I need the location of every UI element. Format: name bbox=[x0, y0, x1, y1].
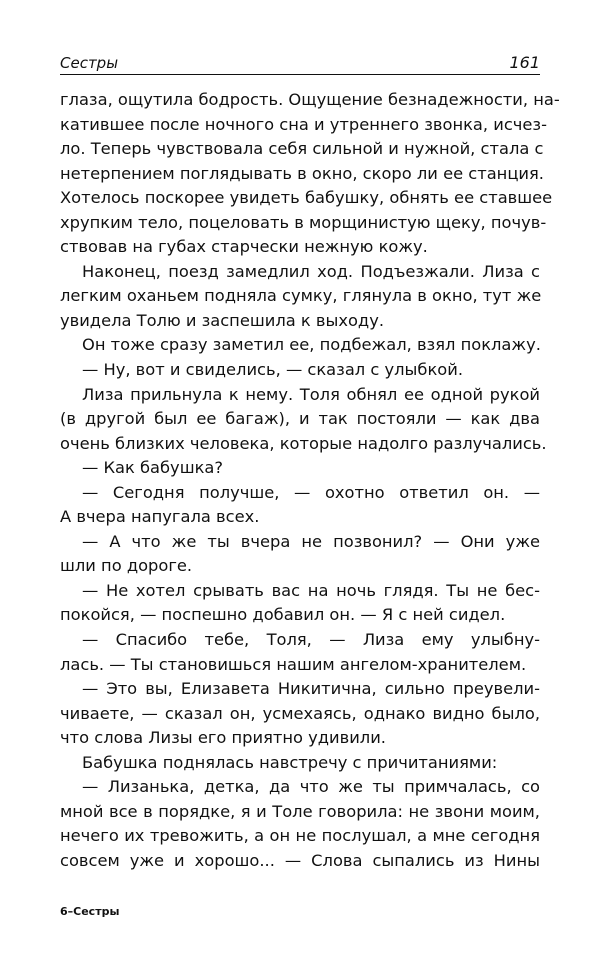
text-line: А вчера напугала всех. bbox=[60, 507, 260, 527]
text-line: Бабушка поднялась навстречу с причитаниями: bbox=[82, 752, 498, 772]
text-line: — Не хотел срывать вас на ночь глядя. Ты не бес- bbox=[82, 580, 540, 600]
text-line: — А что же ты вчера не позвонил? — Они уже bbox=[82, 531, 540, 551]
text-line: совсем уже и хорошо... — Слова сыпались из Нины bbox=[60, 850, 540, 870]
printer-signature: 6–Сестры bbox=[60, 905, 120, 918]
running-header bbox=[60, 52, 540, 75]
text-line: (в другой был ее багаж), и так постояли — как два bbox=[60, 409, 540, 429]
text-line: легким оханьем подняла сумку, глянула в окно, тут же bbox=[60, 286, 542, 306]
body-text bbox=[60, 88, 560, 874]
text-line: чиваете, — сказал он, усмехаясь, однако видно было, bbox=[60, 703, 540, 723]
page-number: 161 bbox=[509, 53, 540, 72]
text-line: покойся, — поспешно добавил он. — Я с ней сидел. bbox=[60, 605, 506, 625]
text-line: нечего их тревожить, а он не послушал, а мне сегодня bbox=[60, 826, 540, 846]
text-line: катившее после ночного сна и утреннего звонка, исчез- bbox=[60, 114, 547, 134]
text-line: нетерпением поглядывать в окно, скоро ли ее станция. bbox=[60, 163, 544, 183]
text-line: — Спасибо тебе, Толя, — Лиза ему улыбну- bbox=[82, 630, 540, 650]
text-line: — Как бабушка? bbox=[82, 458, 224, 478]
text-line: хрупким тело, поцеловать в морщинистую щеку, почув- bbox=[60, 212, 547, 232]
text-line: ствовав на губах старчески нежную кожу. bbox=[60, 237, 428, 257]
text-line: Лиза прильнула к нему. Толя обнял ее одной рукой bbox=[82, 384, 540, 404]
text-line: Хотелось поскорее увидеть бабушку, обнять ее ставшее bbox=[60, 188, 553, 208]
text-line: Наконец, поезд замедлил ход. Подъезжали. Лиза с bbox=[82, 261, 540, 281]
text-line: увидела Толю и заспешила к выходу. bbox=[60, 310, 385, 330]
text-line: глаза, ощутила бодрость. Ощущение безнадежности, на- bbox=[60, 90, 560, 109]
text-line: Он тоже сразу заметил ее, подбежал, взял поклажу. bbox=[82, 335, 541, 355]
text-line: мной все в порядке, я и Толе говорила: не звони моим, bbox=[60, 801, 540, 821]
text-line: шли по дороге. bbox=[60, 556, 193, 576]
text-line: очень близких человека, которые надолго разлучались. bbox=[60, 433, 547, 453]
text-line: ло. Теперь чувствовала себя сильной и нужной, стала с bbox=[60, 139, 544, 159]
text-line: — Это вы, Елизавета Никитична, сильно преувели- bbox=[82, 679, 540, 699]
text-line: — Сегодня получше, — охотно ответил он. — bbox=[82, 482, 540, 502]
running-title: Сестры bbox=[60, 54, 119, 72]
text-line: лась. — Ты становишься нашим ангелом-хранителем. bbox=[60, 654, 527, 674]
text-line: — Лизанька, детка, да что же ты примчалась, со bbox=[82, 777, 540, 797]
text-line: что слова Лизы его приятно удивили. bbox=[60, 728, 386, 748]
text-line: — Ну, вот и свиделись, — сказал с улыбкой. bbox=[82, 360, 463, 380]
